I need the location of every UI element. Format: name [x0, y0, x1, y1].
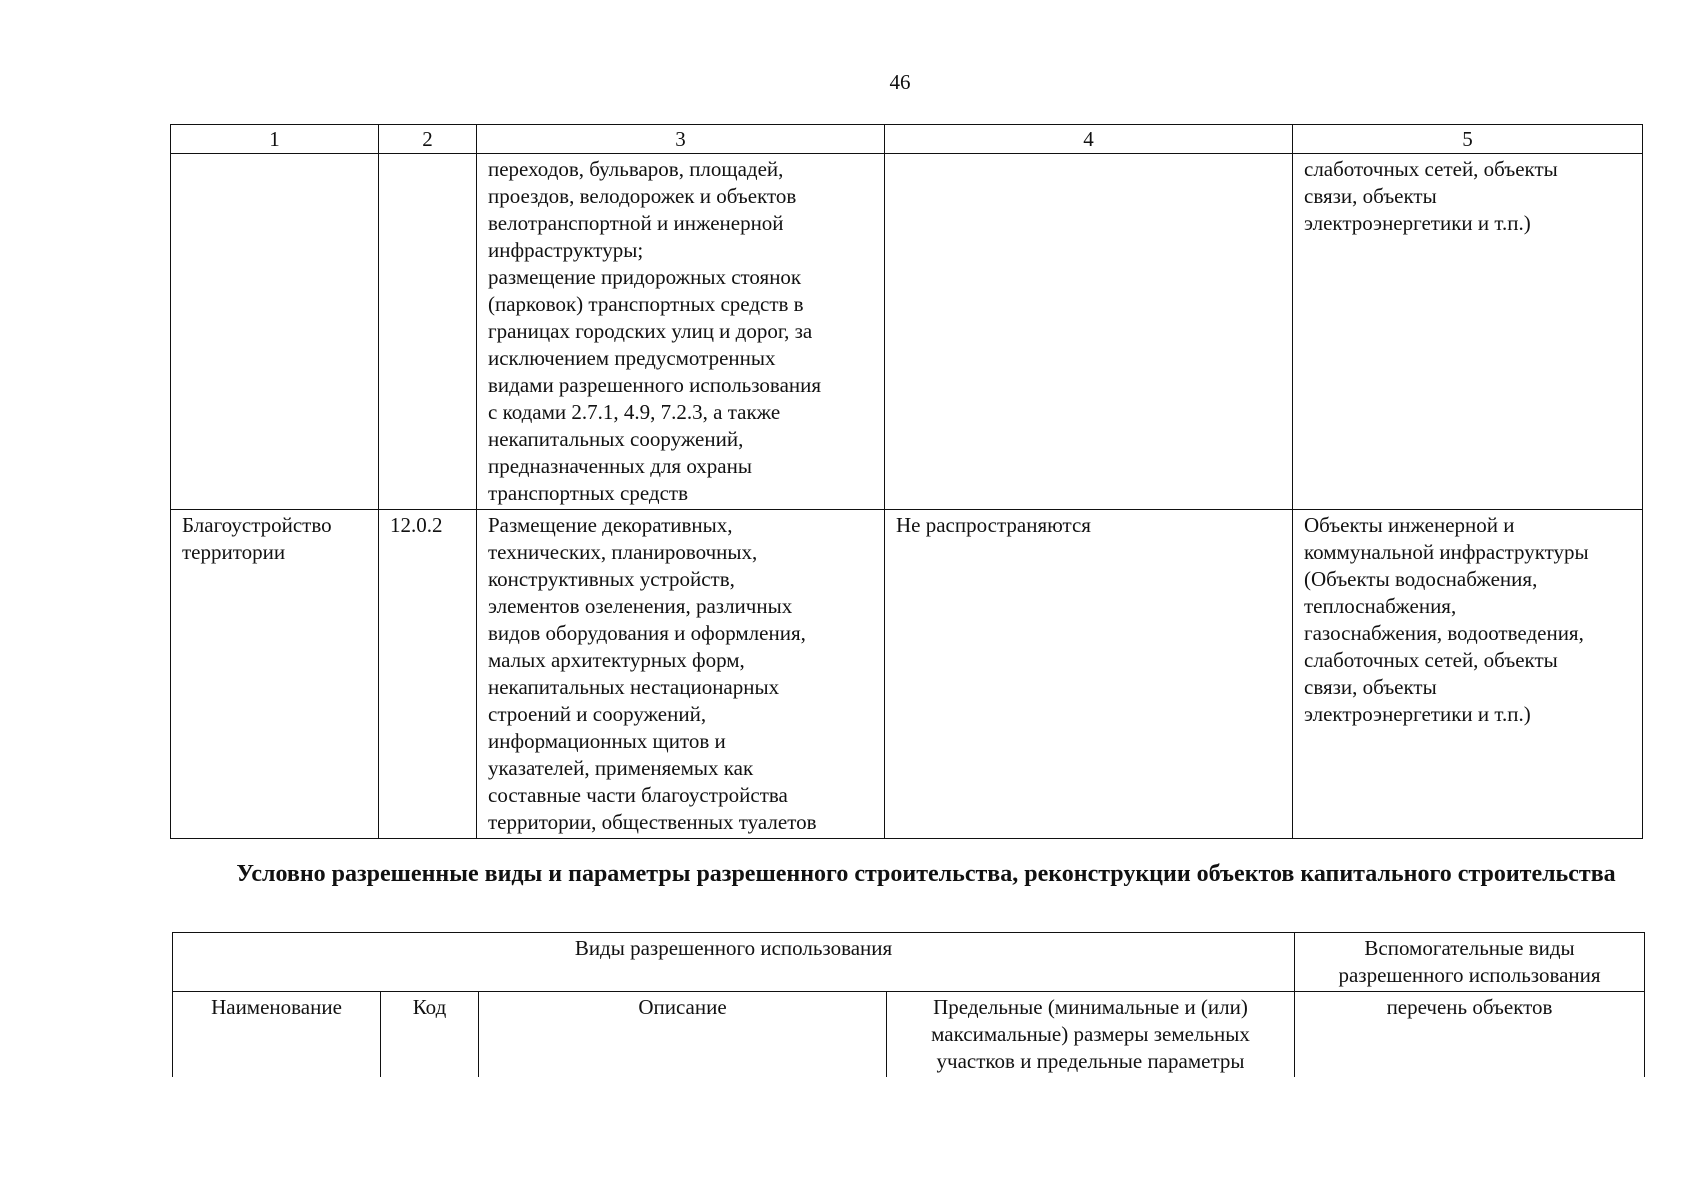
column-number-1: 1	[171, 125, 379, 154]
column-header-objects-list: перечень объектов	[1295, 992, 1645, 1078]
description-cell: переходов, бульваров, площадей, проездов, велодорожек и объектов велотранспортной и инженерной инфраструктуры; размещение придорожных стоянок (парковок) транспортных средств в границах городских улиц и дорог, за исключением предусмотренных видами разрешенного использования с кодами 2.7.1, 4.9, 7.2.3, а также некапитальных сооружений, предназначенных для охраны транспортных средств	[477, 154, 885, 510]
conditional-uses-table	[172, 932, 1645, 1077]
table-header-row	[171, 125, 1643, 154]
column-number-4: 4	[885, 125, 1293, 154]
column-number-5: 5	[1293, 125, 1643, 154]
column-header-parameters: Предельные (минимальные и (или) максимальные) размеры земельных участков и предельные параметры	[887, 992, 1295, 1078]
page-number: 46	[889, 70, 911, 94]
section-title: Условно разрешенные виды и параметры разрешенного строительства, реконструкции объектов капитального строительства	[236, 861, 1616, 887]
column-header-row	[173, 992, 1645, 1078]
auxiliary-cell: Объекты инженерной и коммунальной инфраструктуры (Объекты водоснабжения, теплоснабжения, газоснабжения, водоотведения, слаботочных сетей, объекты связи, объекты электроэнергетики и т.п.)	[1293, 510, 1643, 839]
group-header-row	[173, 933, 1645, 992]
group-header-auxiliary-uses: Вспомогательные виды разрешенного использования	[1295, 933, 1645, 992]
column-number-2: 2	[379, 125, 477, 154]
name-cell	[171, 154, 379, 510]
code-cell: 12.0.2	[379, 510, 477, 839]
parameters-cell	[885, 154, 1293, 510]
code-cell	[379, 154, 477, 510]
column-number-3: 3	[477, 125, 885, 154]
column-header-description: Описание	[479, 992, 887, 1078]
parameters-cell: Не распространяются	[885, 510, 1293, 839]
main-table	[170, 124, 1643, 839]
auxiliary-cell: слаботочных сетей, объекты связи, объекты электроэнергетики и т.п.)	[1293, 154, 1643, 510]
column-header-name: Наименование	[173, 992, 381, 1078]
group-header-permitted-uses: Виды разрешенного использования	[173, 933, 1295, 992]
table-row	[171, 510, 1643, 839]
column-header-code: Код	[381, 992, 479, 1078]
description-cell: Размещение декоративных, технических, планировочных, конструктивных устройств, элементов озеленения, различных видов оборудования и оформления, малых архитектурных форм, некапитальных нестационарных строений и сооружений, информационных щитов и указателей, применяемых как составные части благоустройства территории, общественных туалетов	[477, 510, 885, 839]
table-row	[171, 154, 1643, 510]
name-cell: Благоустройство территории	[171, 510, 379, 839]
